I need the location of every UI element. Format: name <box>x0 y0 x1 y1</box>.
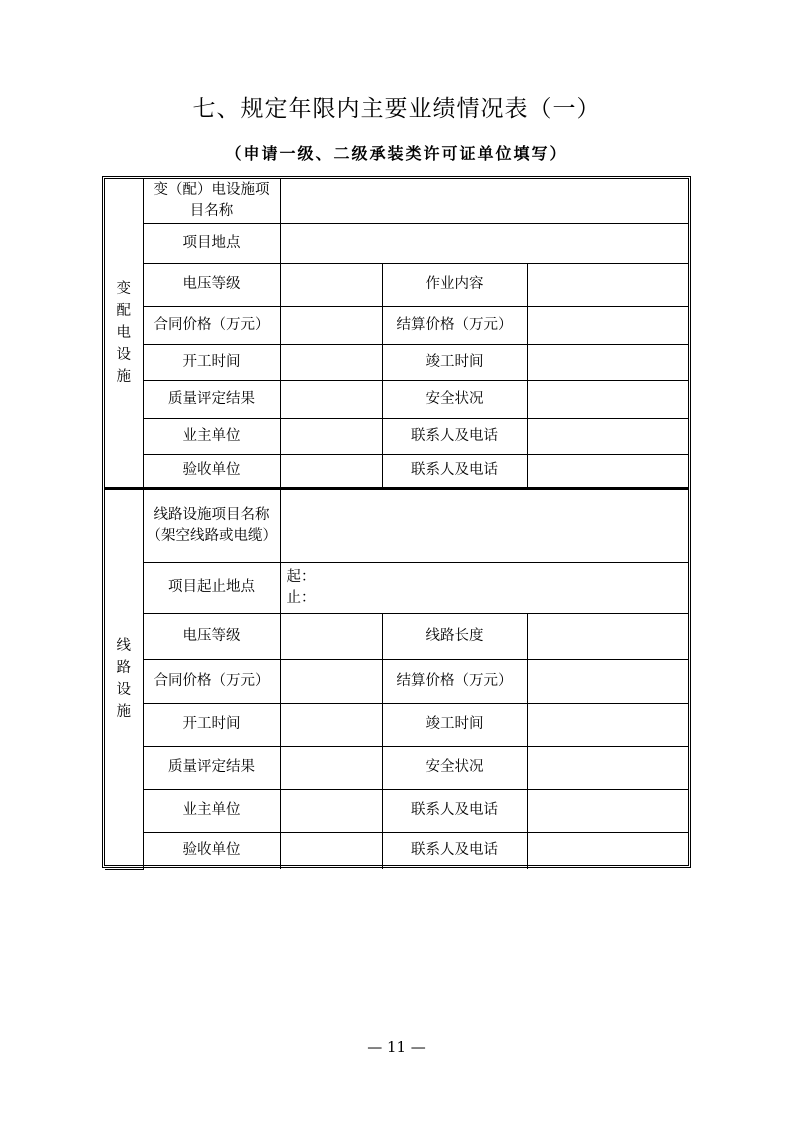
substation-start-time-field[interactable] <box>280 344 382 380</box>
substation-row-voltage <box>105 263 688 306</box>
substation-contract-price-label: 合同价格（万元） <box>143 306 280 344</box>
page-number: — 11 — <box>367 1038 426 1056</box>
substation-row-price <box>105 306 688 344</box>
substation-acceptance-contact-label: 联系人及电话 <box>382 454 527 488</box>
substation-owner-field[interactable] <box>280 418 382 454</box>
substation-row-acceptance <box>105 454 688 488</box>
substation-acceptance-field[interactable] <box>280 454 382 488</box>
substation-voltage-field[interactable] <box>280 263 382 306</box>
line-quality-field[interactable] <box>280 746 382 789</box>
substation-location-label: 项目地点 <box>143 223 280 263</box>
substation-quality-field[interactable] <box>280 380 382 418</box>
page-title: 七、规定年限内主要业绩情况表（一） <box>192 96 601 122</box>
substation-work-content-field[interactable] <box>527 263 688 306</box>
substation-location-field[interactable] <box>280 223 688 263</box>
substation-work-content-label: 作业内容 <box>382 263 527 306</box>
line-row-project-name <box>105 488 688 562</box>
substation-safety-field[interactable] <box>527 380 688 418</box>
line-contract-price-label: 合同价格（万元） <box>143 659 280 703</box>
line-length-field[interactable] <box>527 613 688 659</box>
line-acceptance-contact-label: 联系人及电话 <box>382 832 527 869</box>
line-row-acceptance <box>105 832 688 869</box>
line-owner-contact-label: 联系人及电话 <box>382 789 527 832</box>
substation-row-owner <box>105 418 688 454</box>
substation-settlement-price-field[interactable] <box>527 306 688 344</box>
line-settlement-price-label: 结算价格（万元） <box>382 659 527 703</box>
line-owner-field[interactable] <box>280 789 382 832</box>
line-row-quality <box>105 746 688 789</box>
substation-project-name-label: 变（配）电设施项目名称 <box>143 179 280 223</box>
line-row-voltage <box>105 613 688 659</box>
performance-form <box>102 176 691 868</box>
line-section-label: 线 路 设 施 <box>105 488 143 869</box>
line-location-label: 项目起止地点 <box>143 562 280 613</box>
substation-row-quality <box>105 380 688 418</box>
line-row-time <box>105 703 688 746</box>
substation-quality-label: 质量评定结果 <box>143 380 280 418</box>
line-owner-contact-field[interactable] <box>527 789 688 832</box>
line-safety-label: 安全状况 <box>382 746 527 789</box>
line-acceptance-field[interactable] <box>280 832 382 869</box>
substation-safety-label: 安全状况 <box>382 380 527 418</box>
substation-acceptance-contact-field[interactable] <box>527 454 688 488</box>
line-owner-label: 业主单位 <box>143 789 280 832</box>
substation-start-time-label: 开工时间 <box>143 344 280 380</box>
substation-acceptance-label: 验收单位 <box>143 454 280 488</box>
substation-project-name-field[interactable] <box>280 179 688 223</box>
substation-row-time <box>105 344 688 380</box>
line-acceptance-label: 验收单位 <box>143 832 280 869</box>
line-row-owner <box>105 789 688 832</box>
page-subtitle: （申请一级、二级承装类许可证单位填写） <box>225 144 568 163</box>
substation-section-label: 变 配 电 设 施 <box>105 179 143 488</box>
line-start-time-label: 开工时间 <box>143 703 280 746</box>
line-row-price <box>105 659 688 703</box>
line-safety-field[interactable] <box>527 746 688 789</box>
substation-contract-price-field[interactable] <box>280 306 382 344</box>
line-project-name-label: 线路设施项目名称（架空线路或电缆） <box>143 488 280 562</box>
substation-owner-label: 业主单位 <box>143 418 280 454</box>
performance-table <box>105 179 688 870</box>
substation-row-project-name <box>105 179 688 223</box>
line-start-point: 起： <box>286 568 316 585</box>
substation-owner-contact-field[interactable] <box>527 418 688 454</box>
line-row-location <box>105 562 688 613</box>
line-completion-time-label: 竣工时间 <box>382 703 527 746</box>
line-end-point: 止： <box>286 589 316 606</box>
substation-completion-time-field[interactable] <box>527 344 688 380</box>
substation-settlement-price-label: 结算价格（万元） <box>382 306 527 344</box>
line-contract-price-field[interactable] <box>280 659 382 703</box>
line-project-name-field[interactable] <box>280 488 688 562</box>
substation-completion-time-label: 竣工时间 <box>382 344 527 380</box>
line-length-label: 线路长度 <box>382 613 527 659</box>
substation-row-location <box>105 223 688 263</box>
substation-owner-contact-label: 联系人及电话 <box>382 418 527 454</box>
line-start-time-field[interactable] <box>280 703 382 746</box>
line-location-field[interactable] <box>280 562 688 613</box>
line-voltage-field[interactable] <box>280 613 382 659</box>
line-quality-label: 质量评定结果 <box>143 746 280 789</box>
line-voltage-label: 电压等级 <box>143 613 280 659</box>
line-settlement-price-field[interactable] <box>527 659 688 703</box>
line-acceptance-contact-field[interactable] <box>527 832 688 869</box>
line-completion-time-field[interactable] <box>527 703 688 746</box>
substation-voltage-label: 电压等级 <box>143 263 280 306</box>
